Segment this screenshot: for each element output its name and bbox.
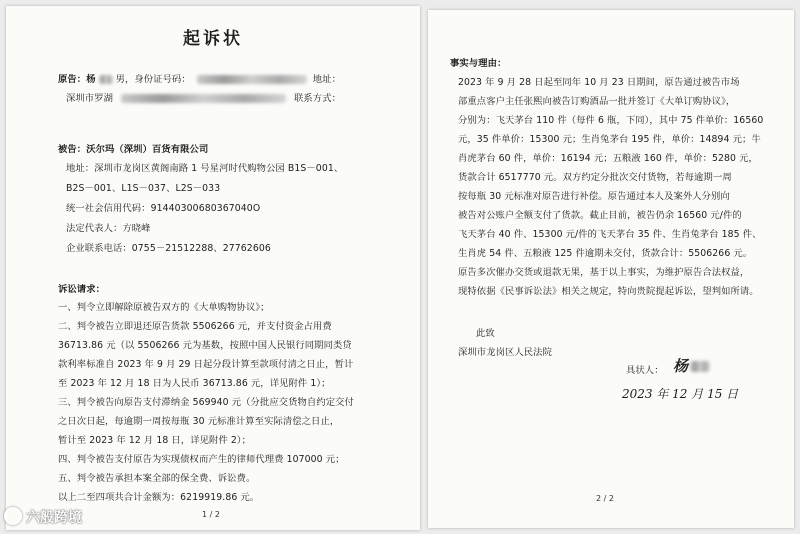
- facts-heading: 事实与理由：: [450, 58, 507, 69]
- facts-line: 部重点客户主任张熙向被告订购酒品一批并签订《大单订购协议》，: [458, 96, 736, 107]
- page-number: 1 / 2: [202, 510, 220, 519]
- facts-line: 现特依据《民事诉讼法》相关之规定，特向贵院提起诉讼，望判如所请。: [458, 286, 759, 297]
- facts-line: 生肖虎 54 件、五粮液 125 件逾期未交付，货款合计：5506266 元。: [458, 248, 753, 259]
- defendant-phone: 企业联系电话：0755－21512288、27762606: [66, 243, 271, 254]
- claim-line: 暂计至 2023 年 12 月 18 日，详见附件 2）；: [58, 435, 252, 446]
- defendant-address-2: B2S－001、L1S－037、L2S－033: [66, 183, 221, 194]
- redacted-id: [197, 75, 307, 84]
- defendant-legal-rep: 法定代表人：方晓峰: [66, 223, 151, 234]
- plaintiff-line-2: [66, 93, 341, 104]
- court-name: 深圳市龙岗区人民法院: [458, 347, 552, 358]
- facts-line: 货款合计 6517770 元。双方约定分批次交付货物，若每逾期一周: [458, 172, 732, 183]
- claim-line: 一、判令立即解除原被告双方的《大单购物协议》；: [58, 302, 270, 313]
- facts-line: 原告多次催办交货或退款无果，基于以上事实，为维护原告合法权益，: [458, 267, 750, 278]
- claim-line: 36713.86 元（以 5506266 元为基数，按照中国人民银行同期同类贷: [58, 340, 352, 351]
- document-page-1: [6, 6, 420, 530]
- page-number: 2 / 2: [596, 494, 614, 503]
- claim-line: 五、判令被告承担本案全部的保全费、诉讼费。: [58, 473, 256, 484]
- document-title: 起诉状: [183, 29, 243, 49]
- signing-date: 2023 年 12 月 15 日: [622, 387, 739, 401]
- defendant-label: 被告：沃尔玛（深圳）百货有限公司: [58, 144, 209, 155]
- document-page-2: [428, 10, 794, 528]
- claim-line: 之日次日起，每逾期一周按每瓶 30 元标准计算至实际清偿之日止，: [58, 416, 340, 427]
- redacted-signature: [690, 361, 710, 372]
- plaintiff-address-label: 地址：: [312, 74, 341, 85]
- claim-line: 至 2023 年 12 月 18 日为人民币 36713.86 元，详见附件 1）；: [58, 378, 331, 389]
- claims-heading: 诉讼请求：: [58, 284, 105, 295]
- plaintiff-line-1: [58, 74, 341, 85]
- claim-line: 三、判令被告向原告支付滞纳金 569940 元（分批应交货物自约定交付: [58, 397, 354, 408]
- signer-label: 具状人：: [626, 365, 664, 376]
- facts-line: 元，35 件单价：15300 元；生肖兔茅台 195 件，单价：14894 元；牛: [458, 134, 761, 145]
- plaintiff-gender-id: 男，身份证号码：: [115, 74, 191, 85]
- facts-line: 肖虎茅台 60 件，单价：16194 元；五粮液 160 件，单价：5280 元，: [458, 153, 758, 164]
- defendant-address-1: 地址：深圳市龙岗区黄阁南路 1 号星河时代购物公园 B1S－001、: [66, 163, 344, 174]
- facts-line: 飞天茅台 40 件、15300 元/件的飞天茅台 35 件、生肖兔茅台 185 件、: [458, 229, 762, 240]
- facts-line: 按每瓶 30 元标准对原告进行补偿。原告通过本人及案外人分别向: [458, 191, 730, 202]
- claim-line: 款利率标准自 2023 年 9 月 29 日起分段计算至款项付清之日止，暂计: [58, 359, 354, 370]
- plaintiff-label: 原告：杨: [58, 74, 96, 85]
- watermark-text: 六般跨境: [26, 510, 82, 526]
- claim-line: 二、判令被告立即退还原告货款 5506266 元，并支付资金占用费: [58, 321, 332, 332]
- watermark-logo-icon: [4, 507, 22, 525]
- claim-line: 四、判令被告支付原告为实现债权而产生的律师代理费 107000 元；: [58, 454, 345, 465]
- redacted-address: [121, 94, 286, 103]
- facts-line: 分别为：飞天茅台 110 件（每件 6 瓶，下同），其中 75 件单价：16560: [458, 115, 764, 126]
- plaintiff-address: 深圳市罗湖: [66, 93, 113, 104]
- redacted-name: [99, 75, 113, 84]
- facts-line: 被告对公账户全额支付了货款。截止目前，被告仍余 16560 元/件的: [458, 210, 742, 221]
- signature: 杨: [673, 357, 689, 375]
- closing-salutation: 此致: [476, 328, 495, 339]
- facts-line: 2023 年 9 月 28 日起至同年 10 月 23 日期间，原告通过被告市场: [458, 77, 740, 88]
- claim-total: 以上二至四项共合计金额为：6219919.86 元。: [58, 492, 260, 503]
- defendant-credit-code: 统一社会信用代码：91440300680367040O: [66, 203, 261, 214]
- plaintiff-contact-label: 联系方式：: [294, 93, 341, 104]
- watermark: [4, 507, 82, 527]
